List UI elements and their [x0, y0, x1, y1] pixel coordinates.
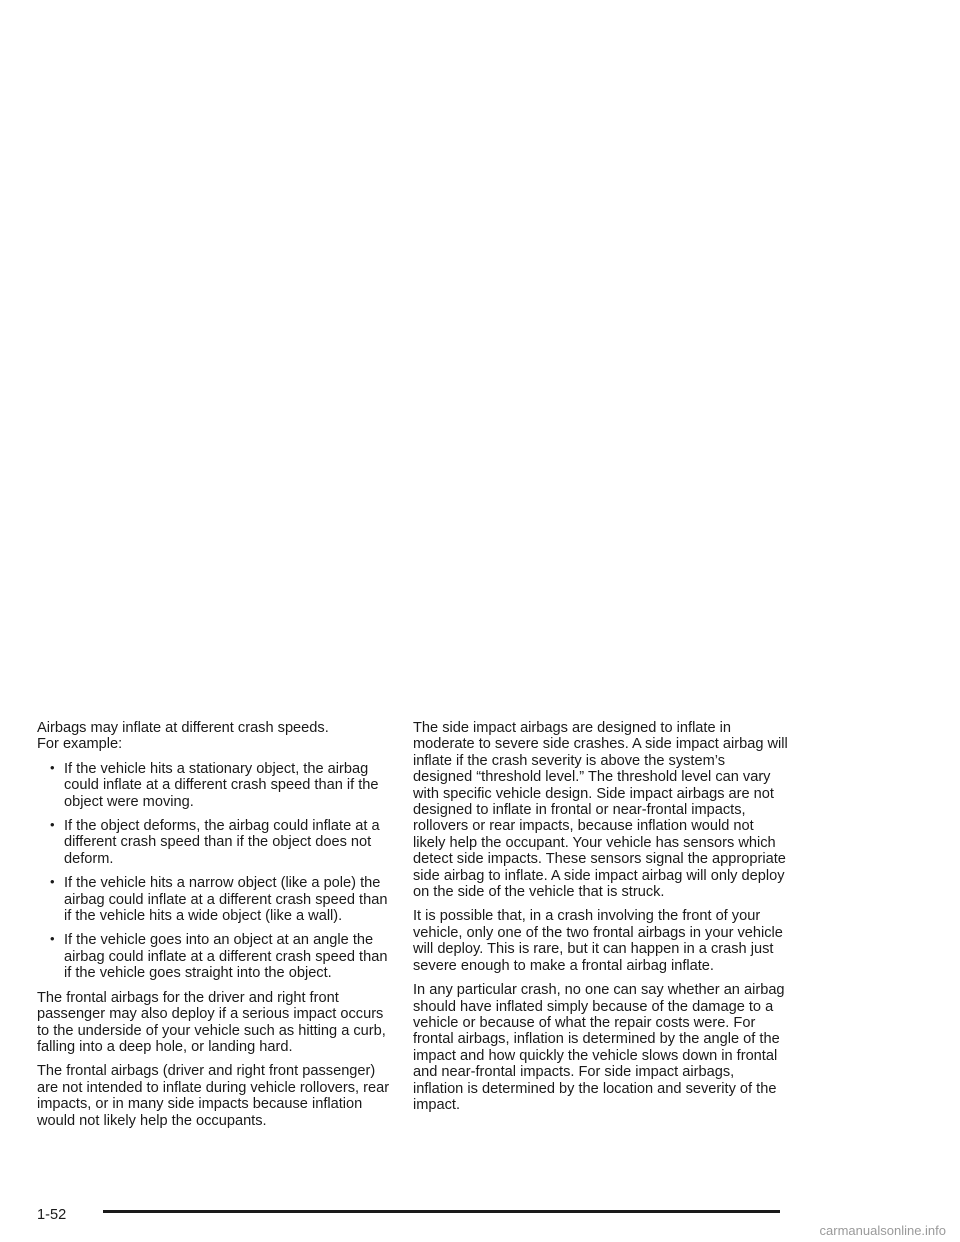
bullet-icon: • [50, 759, 55, 775]
list-item [37, 932, 397, 981]
intro-line-2: For example: [37, 736, 123, 753]
intro-line-1: Airbags may inflate at different crash speeds. [37, 720, 329, 736]
page-number: 1-52 [37, 1207, 67, 1223]
list-item-text: If the vehicle hits a narrow object (like a pole) the airbag could inflate at a different crash speed than if the vehicle hits a wide object (like a wall). [64, 875, 388, 925]
left-column [37, 720, 397, 1137]
list-item [37, 761, 397, 810]
rollover-paragraph: The frontal airbags (driver and right front passenger) are not intended to inflate during vehicle rollovers, rear impacts, or in many side impacts because inflation would not likely help the occupants. [37, 1063, 390, 1129]
side-impact-paragraph: The side impact airbags are designed to inflate in moderate to severe side crashes. A side impact airbag will inflate if the crash severity is above the system’s designed “threshold level.” The threshold level can vary with specific vehicle design. Side impact airbags are not designed to inflate in frontal or near-frontal impacts, rollovers or rear impacts, because inflation would not likely help the occupant. Your vehicle has sensors which detect side impacts. These sensors signal the appropriate side airbag to inflate. A side impact airbag will only deploy on the side of the vehicle that is struck. [413, 720, 788, 901]
list-item-text: If the vehicle goes into an object at an angle the airbag could inflate at a different crash speed than if the vehicle goes straight into the object. [64, 932, 388, 982]
example-list [37, 761, 397, 982]
list-item [37, 818, 397, 867]
list-item-text: If the object deforms, the airbag could inflate at a different crash speed than if the object does not deform. [64, 818, 380, 867]
right-column [413, 720, 788, 1121]
footer-divider [103, 1210, 780, 1213]
intro-text [37, 720, 397, 753]
bullet-icon: • [50, 931, 55, 947]
bullet-icon: • [50, 874, 55, 890]
inflation-determination-paragraph: In any particular crash, no one can say whether an airbag should have inflated simply because of the damage to a vehicle or because of what the repair costs were. For frontal airbags, inflation is determined by the angle of the impact and how quickly the vehicle slows down in frontal and near-frontal impacts. For side impact airbags, inflation is determined by the location and severity of the impact. [413, 982, 785, 1113]
single-airbag-paragraph: It is possible that, in a crash involving the front of your vehicle, only one of the two frontal airbags in your vehicle will deploy. This is rare, but it can happen in a crash just severe enough to make a frontal airbag inflate. [413, 908, 783, 974]
bullet-icon: • [50, 817, 55, 833]
underside-impact-paragraph: The frontal airbags for the driver and right front passenger may also deploy if a serious impact occurs to the underside of your vehicle such as hitting a curb, falling into a deep hole, or landing hard. [37, 989, 386, 1055]
watermark-text: carmanualsonline.info [819, 1223, 946, 1238]
list-item-text: If the vehicle hits a stationary object, the airbag could inflate at a different crash speed than if the object were moving. [64, 760, 379, 810]
list-item [37, 875, 397, 924]
